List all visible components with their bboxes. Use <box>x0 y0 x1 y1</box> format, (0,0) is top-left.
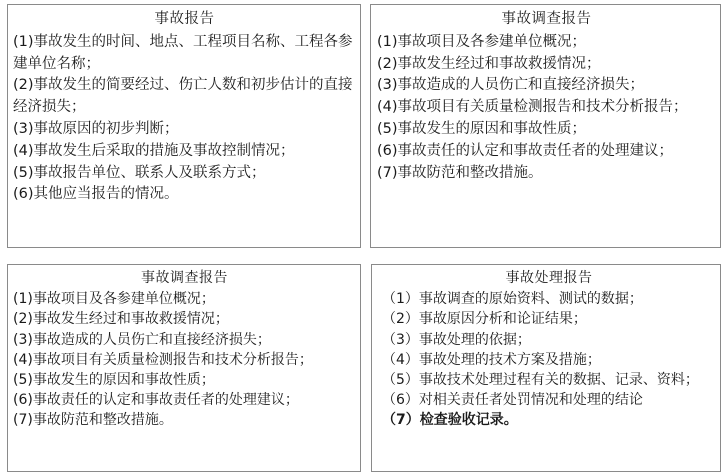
list-item: (3)事故造成的人员伤亡和直接经济损失； <box>13 331 271 348</box>
list-item: (3)事故原因的初步判断； <box>13 120 179 137</box>
list-item: (6)其他应当报告的情况。 <box>13 186 179 203</box>
list-item: (7)事故防范和整改措施。 <box>377 164 543 181</box>
list-item: （1）事故调查的原始资料、测试的数据； <box>382 291 643 308</box>
accident-investigation-report-box-2 <box>7 264 361 472</box>
accident-handling-report-box <box>371 264 721 472</box>
list-item: (4)事故项目有关质量检测报告和技术分析报告； <box>377 99 688 116</box>
box-title: 事故调查报告 <box>141 270 228 286</box>
list-item: (5)事故发生的原因和事故性质； <box>13 372 215 389</box>
list-item: (1)事故项目及各参建单位概况； <box>377 33 587 50</box>
list-item: (5)事故报告单位、联系人及联系方式； <box>13 164 266 181</box>
list-item: （6）对相关责任者处罚情况和处理的结论 <box>382 392 643 409</box>
list-item: (2)事故发生的简要经过、伤亡人数和初步估计的直接经济损失； <box>13 77 353 116</box>
list-item: (7)事故防范和整改措施。 <box>13 412 173 429</box>
list-item: (6)事故责任的认定和事故责任者的处理建议； <box>377 142 674 159</box>
box-title: 事故调查报告 <box>501 11 592 27</box>
list-item: (3)事故造成的人员伤亡和直接经济损失； <box>377 77 645 94</box>
list-item: (4)事故发生后采取的措施及事故控制情况； <box>13 142 295 159</box>
list-item: （2）事故原因分析和论证结果； <box>382 311 587 328</box>
list-item: （4）事故处理的技术方案及措施； <box>382 351 601 368</box>
list-item: （7）检查验收记录。 <box>382 412 518 429</box>
list-item: (1)事故发生的时间、地点、工程项目名称、工程各参建单位名称； <box>13 33 353 72</box>
list-item: (4)事故项目有关质量检测报告和技术分析报告； <box>13 351 313 368</box>
list-item: (1)事故项目及各参建单位概况； <box>13 291 215 308</box>
list-item: （3）事故处理的依据； <box>382 331 531 348</box>
list-item: (2)事故发生经过和事故救援情况； <box>377 55 601 72</box>
accident-investigation-report-box <box>370 4 721 248</box>
list-item: (2)事故发生经过和事故救援情况； <box>13 311 229 328</box>
box-title: 事故处理报告 <box>505 270 593 286</box>
box-title: 事故报告 <box>154 11 215 27</box>
accident-report-box <box>7 4 361 248</box>
list-item: (5)事故发生的原因和事故性质； <box>377 120 587 137</box>
list-item: （5）事故技术处理过程有关的数据、记录、资料； <box>382 372 699 389</box>
list-item: (6)事故责任的认定和事故责任者的处理建议； <box>13 392 299 409</box>
